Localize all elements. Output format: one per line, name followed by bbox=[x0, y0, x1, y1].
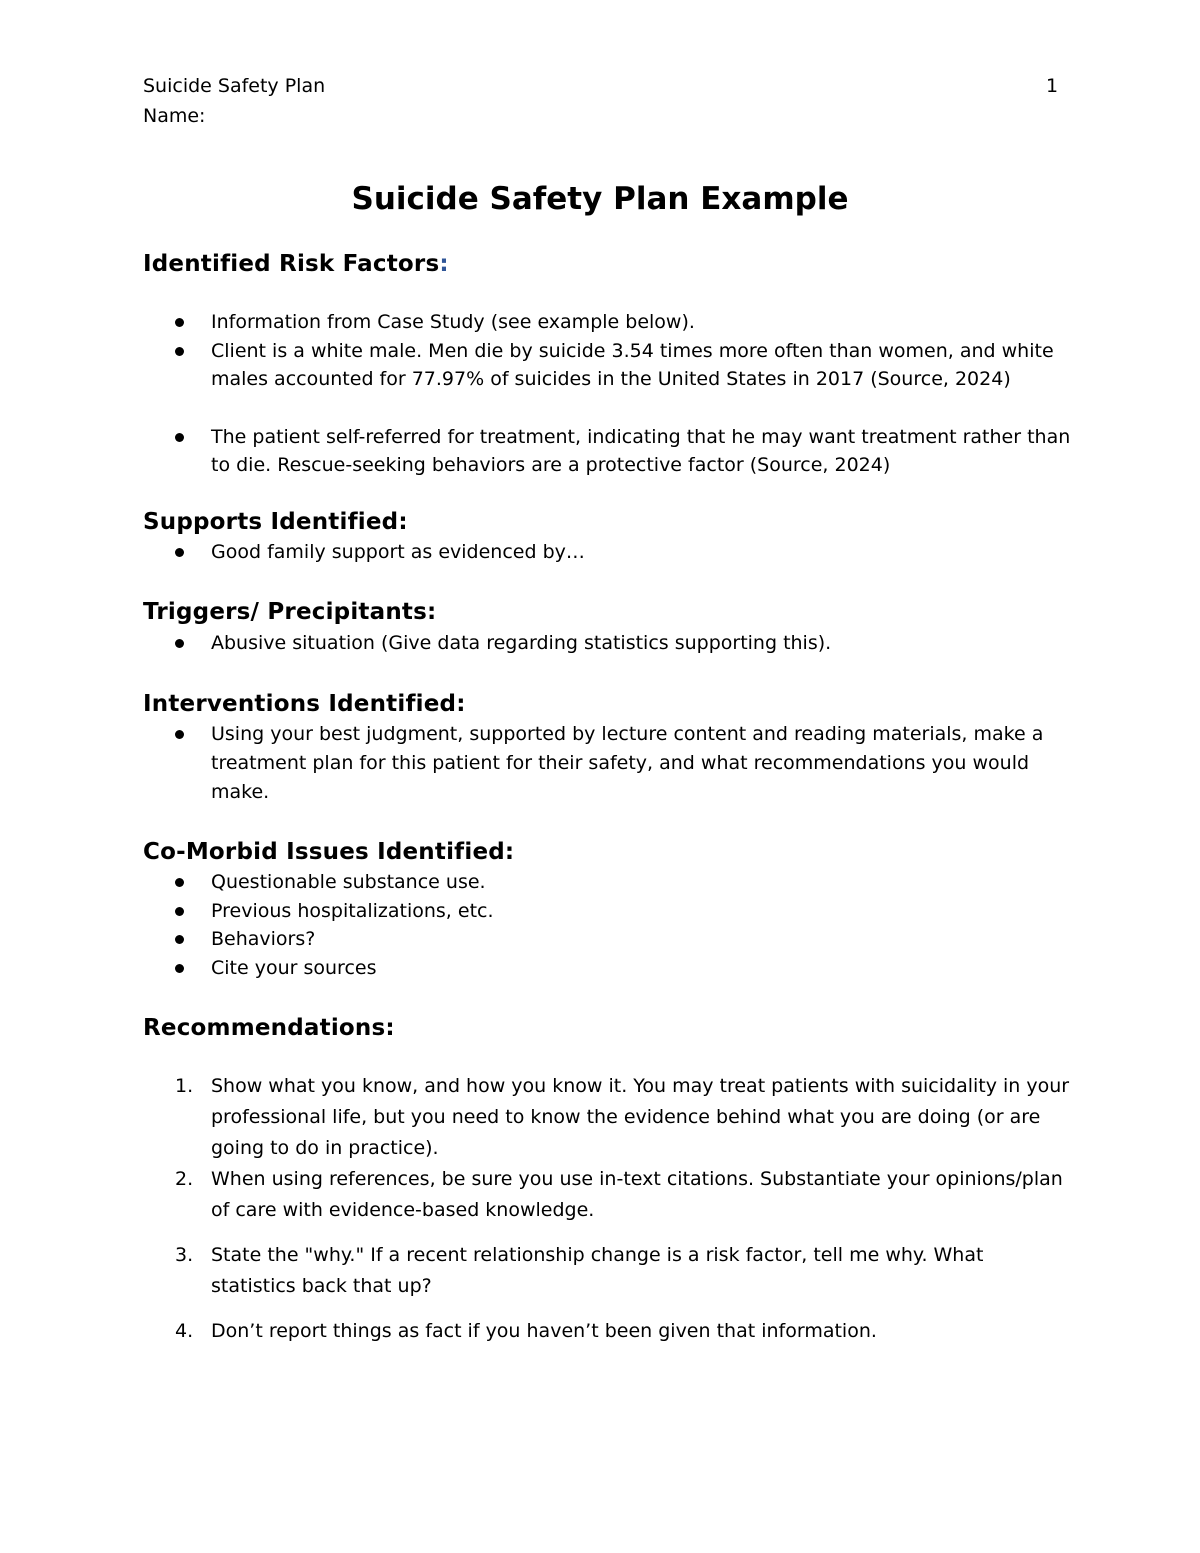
trigger-item bbox=[211, 629, 1071, 658]
support-item bbox=[211, 538, 1071, 567]
document-title: Suicide Safety Plan Example bbox=[351, 181, 849, 217]
comorbid-heading: Co-Morbid Issues Identified: bbox=[143, 839, 515, 865]
comorbid-text: Previous hospitalizations, etc. bbox=[211, 900, 494, 922]
intervention-text: Using your best judgment, supported by lecture content and reading materials, make a treatment plan for this patient for their safety, and what recommendations you would make. bbox=[211, 723, 1044, 803]
recommendation-number: 3. bbox=[175, 1244, 194, 1266]
interventions-heading: Interventions Identified: bbox=[143, 691, 466, 717]
recommendation-number: 2. bbox=[175, 1168, 194, 1190]
bullet-icon bbox=[175, 878, 184, 887]
recommendation-item bbox=[175, 1316, 1071, 1347]
recommendation-item bbox=[175, 1240, 1071, 1302]
triggers-heading: Triggers/ Precipitants: bbox=[143, 599, 437, 625]
bullet-icon bbox=[175, 639, 184, 648]
risk-factors-heading bbox=[143, 249, 449, 279]
risk-factor-item bbox=[211, 337, 1071, 393]
risk-factor-text: Information from Case Study (see example below). bbox=[211, 311, 695, 333]
bullet-icon bbox=[175, 907, 184, 916]
bullet-icon bbox=[175, 347, 184, 356]
risk-factor-item bbox=[211, 423, 1071, 479]
intervention-item bbox=[211, 720, 1071, 807]
bullet-icon bbox=[175, 433, 184, 442]
support-text: Good family support as evidenced by… bbox=[211, 541, 585, 563]
comorbid-item bbox=[211, 925, 1071, 954]
recommendation-text: When using references, be sure you use in-text citations. Substantiate your opinions/plan of care with evidence-based knowledge. bbox=[211, 1168, 1063, 1221]
recommendation-text: Show what you know, and how you know it. You may treat patients with suicidality in your professional life, but you need to know the evidence behind what you are doing (or are going to do in practice). bbox=[211, 1075, 1070, 1159]
risk-factor-text: The patient self-referred for treatment, indicating that he may want treatment rather than to die. Rescue-seeking behaviors are a protective factor (Source, 2024) bbox=[211, 426, 1071, 476]
trigger-text: Abusive situation (Give data regarding statistics supporting this). bbox=[211, 632, 832, 654]
bullet-icon bbox=[175, 935, 184, 944]
bullet-icon bbox=[175, 548, 184, 557]
bullet-icon bbox=[175, 318, 184, 327]
comorbid-text: Questionable substance use. bbox=[211, 871, 486, 893]
comorbid-item bbox=[211, 868, 1071, 897]
name-label: Name: bbox=[143, 105, 206, 127]
recommendation-item bbox=[175, 1071, 1071, 1164]
recommendation-number: 4. bbox=[175, 1320, 194, 1342]
comorbid-item bbox=[211, 897, 1071, 926]
comorbid-text: Cite your sources bbox=[211, 957, 377, 979]
recommendation-text: Don’t report things as fact if you haven’t been given that information. bbox=[211, 1320, 877, 1342]
running-header-title: Suicide Safety Plan bbox=[143, 75, 326, 97]
recommendation-number: 1. bbox=[175, 1075, 194, 1097]
recommendations-heading: Recommendations: bbox=[143, 1015, 395, 1041]
risk-factor-item bbox=[211, 308, 1071, 337]
comorbid-item bbox=[211, 954, 1071, 983]
risk-factors-heading-text: Identified Risk Factors bbox=[143, 251, 440, 277]
bullet-icon bbox=[175, 964, 184, 973]
recommendation-text: State the "why." If a recent relationship change is a risk factor, tell me why. What statistics back that up? bbox=[211, 1244, 984, 1297]
risk-factors-heading-colon: : bbox=[439, 251, 449, 277]
risk-factor-text: Client is a white male. Men die by suicide 3.54 times more often than women, and white males accounted for 77.97% of suicides in the United States in 2017 (Source, 2024) bbox=[211, 340, 1054, 390]
supports-heading: Supports Identified: bbox=[143, 509, 408, 535]
bullet-icon bbox=[175, 730, 184, 739]
page-number: 1 bbox=[1046, 75, 1059, 97]
recommendation-item bbox=[175, 1164, 1071, 1226]
comorbid-text: Behaviors? bbox=[211, 928, 316, 950]
